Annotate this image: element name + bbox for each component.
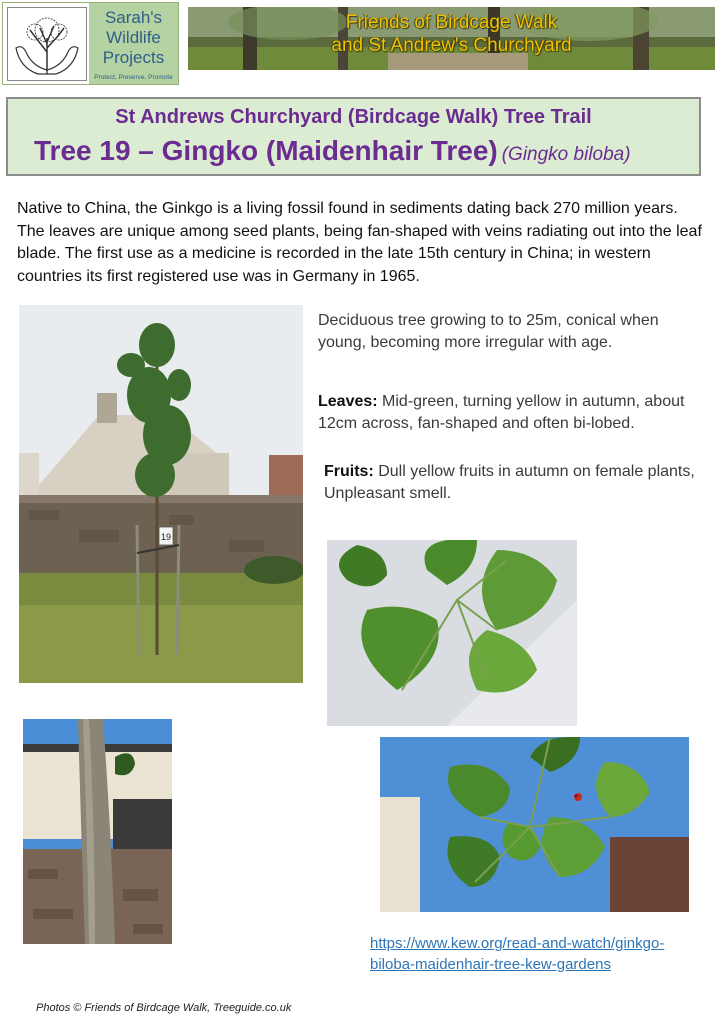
fruits-label: Fruits: [324, 463, 374, 480]
title-box [6, 97, 701, 176]
logo-line-3: Projects [102, 48, 165, 67]
photo-credits: Photos © Friends of Birdcage Walk, Treeguide.co.uk [36, 1002, 292, 1014]
latin-name: (Gingko biloba) [501, 144, 631, 165]
tree-name: Tree 19 – Gingko (Maidenhair Tree) [34, 135, 498, 166]
logo-line-2: Wildlife [106, 28, 161, 47]
banner-line-1: Friends of Birdcage Walk [345, 12, 558, 33]
ginkgo-leaves-sky-photo [380, 737, 689, 912]
page-title [34, 135, 631, 171]
leaves-description [318, 391, 698, 435]
logo-tagline: Protect, Preserve, Promote [94, 74, 173, 81]
logo-text-panel [89, 3, 178, 84]
header-banner [188, 7, 715, 70]
logo [2, 2, 179, 85]
tree-tag-number: 19 [160, 532, 172, 542]
kew-gardens-link[interactable]: https://www.kew.org/read-and-watch/ginkgo-biloba-maidenhair-tree-kew-gardens [370, 935, 665, 973]
leaves-text: Mid-green, turning yellow in autumn, about 12cm across, fan-shaped and often bi-lobed. [318, 393, 685, 432]
logo-line-1: Sarah's [104, 8, 163, 27]
banner-line-2: and St Andrew's Churchyard [331, 35, 572, 56]
leaves-label: Leaves: [318, 393, 378, 410]
intro-paragraph: Native to China, the Ginkgo is a living fossil found in sediments dating back 270 million years. The leaves are unique among seed plants, being fan-shaped with veins radiating out into the leaf blade. The first use as a medicine is recorded in the late 15th century in China; in western countries its first registered use was in Germany in 1965. [17, 200, 702, 285]
hands-tree-logo-icon [7, 7, 87, 81]
ginkgo-trunk-photo [23, 719, 172, 944]
young-ginkgo-tree-photo [19, 305, 303, 683]
fruits-text: Dull yellow fruits in autumn on female plants, Unpleasant smell. [324, 463, 695, 502]
fruits-description [324, 461, 704, 505]
habit-description: Deciduous tree growing to to 25m, conical when young, becoming more irregular with age. [318, 312, 659, 351]
ginkgo-leaves-closeup-photo [327, 540, 577, 726]
trail-subtitle: St Andrews Churchyard (Birdcage Walk) Tree Trail [115, 106, 592, 128]
